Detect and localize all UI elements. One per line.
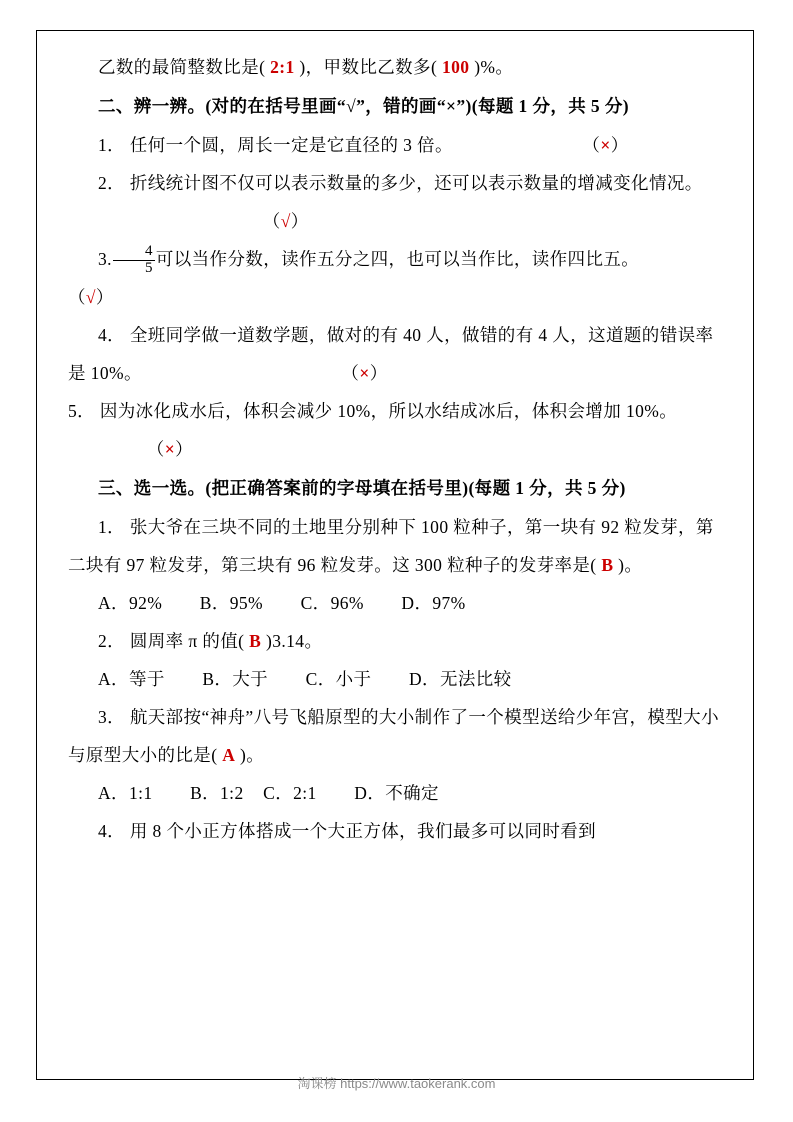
- answer-bracket: （√）: [68, 287, 114, 307]
- item-number: 4．: [98, 821, 126, 841]
- answer-bracket: （×）: [582, 135, 629, 155]
- section3-item-1-options: [68, 584, 728, 622]
- answer-choice: B: [601, 555, 614, 575]
- option-c: C．小于: [305, 669, 372, 689]
- item-text: 全班同学做一道数学题，做对的有 40 人，做错的有 4 人，这道题的错误率是 10%。: [68, 325, 714, 383]
- item-number: 4．: [98, 325, 126, 345]
- answer-bracket: （×）: [146, 439, 193, 459]
- option-c: C．96%: [300, 593, 364, 613]
- item-number: 2．: [98, 173, 126, 193]
- fraction-four-fifths: [113, 244, 155, 277]
- item-text: 折线统计图不仅可以表示数量的多少，还可以表示数量的增减变化情况。: [129, 173, 703, 193]
- section3-item-4: [68, 812, 728, 850]
- option-c: C．2:1: [263, 783, 317, 803]
- option-d: D．97%: [401, 593, 466, 613]
- option-b: B．95%: [199, 593, 264, 613]
- section-2-heading: 二、辨一辨。(对的在括号里画“√”，错的画“×”)(每题 1 分，共 5 分): [98, 96, 629, 116]
- fill-blank-continuation: [68, 48, 728, 86]
- option-b: B．1:2: [190, 783, 244, 803]
- section3-item-3: [68, 698, 728, 774]
- item-stem-after: )3.14。: [266, 631, 323, 651]
- item-stem: 航天部按“神舟”八号飞船原型的大小制作了一个模型送给少年宫，模型大小与原型大小的比是(: [68, 707, 719, 765]
- section2-item-5: [68, 392, 728, 468]
- section3-item-2-options: [68, 660, 728, 698]
- section2-item-2: [68, 164, 728, 240]
- page-content: [52, 48, 744, 850]
- answer-mark: √: [85, 287, 96, 307]
- section2-item-4: [68, 316, 728, 392]
- item-text: 因为冰化成水后，体积会减少 10%，所以水结成冰后，体积会增加 10%。: [99, 401, 678, 421]
- answer-choice: B: [249, 631, 262, 651]
- fill-blank-middle: )，甲数比乙数多(: [299, 57, 438, 77]
- option-a: A．1:1: [98, 783, 153, 803]
- option-d: D．无法比较: [409, 669, 512, 689]
- fill-blank-answer-2: 100: [441, 57, 470, 77]
- footer-watermark: 淘课榜 https://www.taokerank.com: [297, 1076, 496, 1091]
- section2-item-3-answer: [68, 278, 728, 316]
- item-number: 1．: [98, 517, 126, 537]
- item-stem: 张大爷在三块不同的土地里分别种下 100 粒种子，第一块有 92 粒发芽，第二块有 97 粒发芽，第三块有 96 粒发芽。这 300 粒种子的发芽率是(: [68, 517, 714, 575]
- answer-bracket: （√）: [262, 211, 309, 231]
- answer-bracket: （×）: [341, 363, 388, 383]
- section3-item-3-options: [68, 774, 728, 812]
- option-d: D．不确定: [354, 783, 439, 803]
- answer-mark: ×: [164, 439, 176, 459]
- answer-mark: ×: [600, 135, 611, 155]
- option-a: A．等于: [98, 669, 165, 689]
- item-number: 3．: [98, 707, 126, 727]
- option-b: B．大于: [202, 669, 269, 689]
- answer-mark: ×: [359, 363, 370, 383]
- item-stem: 用 8 个小正方体搭成一个大正方体，我们最多可以同时看到: [129, 821, 597, 841]
- item-number: 1．: [98, 135, 126, 155]
- item-text: 任何一个圆，周长一定是它直径的 3 倍。: [129, 135, 453, 155]
- fill-blank-suffix: )%。: [474, 57, 514, 77]
- section2-item-3: [68, 240, 728, 278]
- fraction-numerator: 4: [113, 244, 155, 261]
- section2-item-1: [68, 126, 728, 164]
- section-3-heading: 三、选一选。(把正确答案前的字母填在括号里)(每题 1 分，共 5 分): [98, 478, 626, 498]
- section3-item-1: [68, 508, 728, 584]
- option-a: A．92%: [98, 593, 163, 613]
- answer-mark: √: [280, 211, 291, 231]
- item-stem: 圆周率 π 的值(: [129, 631, 245, 651]
- fill-blank-answer-1: 2:1: [270, 57, 295, 77]
- fraction-denominator: 5: [144, 259, 153, 276]
- answer-choice: A: [222, 745, 236, 765]
- item-number: 5．: [68, 401, 96, 421]
- item-number: 3.: [98, 249, 112, 269]
- item-number: 2．: [98, 631, 126, 651]
- item-stem-after: )。: [618, 555, 643, 575]
- fill-blank-prefix: 乙数的最简整数比是(: [98, 57, 266, 77]
- item-stem-after: )。: [240, 745, 265, 765]
- section3-item-2: [68, 622, 728, 660]
- item-text: 可以当作分数，读作五分之四，也可以当作比，读作四比五。: [155, 249, 640, 269]
